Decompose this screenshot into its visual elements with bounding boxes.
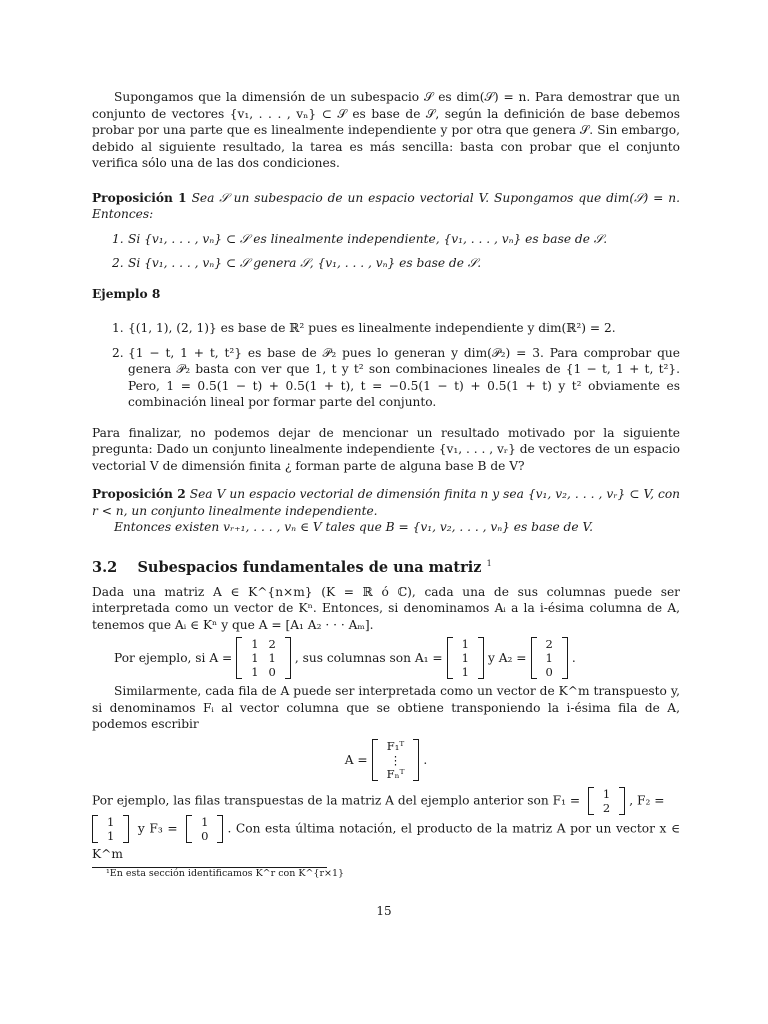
matrix-f3: 1 0 xyxy=(186,815,223,843)
matrix-a2: 2 1 0 xyxy=(531,637,568,679)
matrix-rows: F₁ᵀ ⋮ Fₙᵀ xyxy=(372,739,420,781)
list-item: 1. Si {v₁, . . . , vₙ} ⊂ 𝒮 es linealmente independiente, {v₁, . . . , vₙ} es base de 𝒮. xyxy=(112,231,608,246)
proposition-2-conclusion: Entonces existen vᵣ₊₁, . . . , vₙ ∈ V tales que B = {v₁, v₂, . . . , vₙ} es base de V. xyxy=(114,520,593,534)
list-item: 2. Si {v₁, . . . , vₙ} ⊂ 𝒮 genera 𝒮, {v₁, . . . , vₙ} es base de 𝒮. xyxy=(112,256,482,270)
proposition-1 xyxy=(92,190,680,223)
matrix-f2: 1 1 xyxy=(92,815,129,843)
footnote-mark: 1 xyxy=(486,558,492,568)
list-item: 1. {(1, 1), (2, 1)} es base de ℝ² pues es linealmente independiente y dim(ℝ²) = 2. xyxy=(112,321,616,335)
paragraph-columns: Dada una matriz A ∈ K^{n×m} (K = ℝ ó ℂ), cada una de sus columnas puede ser interpretada como un vector de Kⁿ. Entonces, si denominamos Aᵢ a la i-ésima columna de A, tenemos que Aᵢ ∈ Kⁿ y que A = [A₁ A₂ · · · Aₘ]. xyxy=(92,584,680,632)
footnote: ¹En esta sección identificamos K^r con K^{r×1} xyxy=(106,867,345,879)
proposition-2-text: Sea V un espacio vectorial de dimensión finita n y sea {v₁, v₂, . . . , vᵣ} ⊂ V, con r < n, un conjunto linealmente independiente. xyxy=(92,487,681,518)
proposition-2-label: Proposición 2 xyxy=(92,487,186,501)
proposition-1-text: Sea 𝒮 un subespacio de un espacio vectorial V. Supongamos que dim(𝒮) = n. Entonces: xyxy=(92,190,681,221)
paragraph-question: Para finalizar, no podemos dejar de mencionar un resultado motivado por la siguiente pregunta: Dado un conjunto linealmente independiente {v₁, . . . , vᵣ} de vectores de un espacio vectorial V de dimensión finita ¿ forman parte de alguna base B de V? xyxy=(92,425,680,473)
section-title: Subespacios fundamentales de una matriz xyxy=(137,558,482,576)
paragraph-rows: Similarmente, cada fila de A puede ser interpretada como un vector de K^m transpuesto y, si denominamos Fᵢ al vector columna que se obtiene transponiendo la i-ésima fila de A, podemos escribir xyxy=(92,684,680,732)
section-number: 3.2 xyxy=(92,558,118,576)
matrix-f1: 1 2 xyxy=(588,787,625,815)
section-heading xyxy=(92,556,680,576)
intro-paragraph: Supongamos que la dimensión de un subespacio 𝒮 es dim(𝒮) = n. Para demostrar que un conjunto de vectores {v₁, . . . , vₙ} ⊂ 𝒮 es base de 𝒮, según la definición de base debemos probar por una parte que es linealmente independiente y por otra que genera 𝒮. Sin embargo, debido al siguiente resultado, la tarea es más sencilla: basta con probar que el conjunto verifica sólo una de las dos condiciones. xyxy=(92,90,680,170)
proposition-1-label: Proposición 1 xyxy=(92,190,187,205)
matrix-a: 1 2 1 1 1 0 xyxy=(236,637,291,679)
proposition-2 xyxy=(92,486,680,519)
paragraph-transposed-rows: Por ejemplo, las filas transpuestas de la matriz A del ejemplo anterior son F₁ = 1 2 , F₂ = 1 1 y F₃ = 1 0 . Con esta última notación, el producto de la matriz A por un vector x ∈ K^m xyxy=(92,786,681,861)
example-8-list xyxy=(92,320,680,411)
list-item: 2. {1 − t, 1 + t, t²} es base de 𝒫₂ pues lo generan y dim(𝒫₂) = 3. Para comprobar que genera 𝒫₂ basta con ver que 1, t y t² son combinaciones lineales de {1 − t, 1 + t, t²}. Pero, 1 = 0.5(1 − t) + 0.5(1 + t), t = −0.5(1 − t) + 0.5(1 + t) y t² obviamente es combinación lineal por formar parte del conjunto. xyxy=(112,345,680,409)
matrix-a1: 1 1 1 xyxy=(447,637,484,679)
page-number: 15 xyxy=(376,904,392,918)
rows-equation: A = F₁ᵀ ⋮ Fₙᵀ . xyxy=(344,738,428,781)
proposition-1-list xyxy=(92,231,680,272)
example-8-label: Ejemplo 8 xyxy=(92,286,161,301)
page-body xyxy=(92,0,680,880)
example-columns-equation: Por ejemplo, si A = 1 2 1 1 1 0 , sus columnas son A₁ = 1 1 1 y A₂ = 2 1 0 . xyxy=(114,637,576,680)
